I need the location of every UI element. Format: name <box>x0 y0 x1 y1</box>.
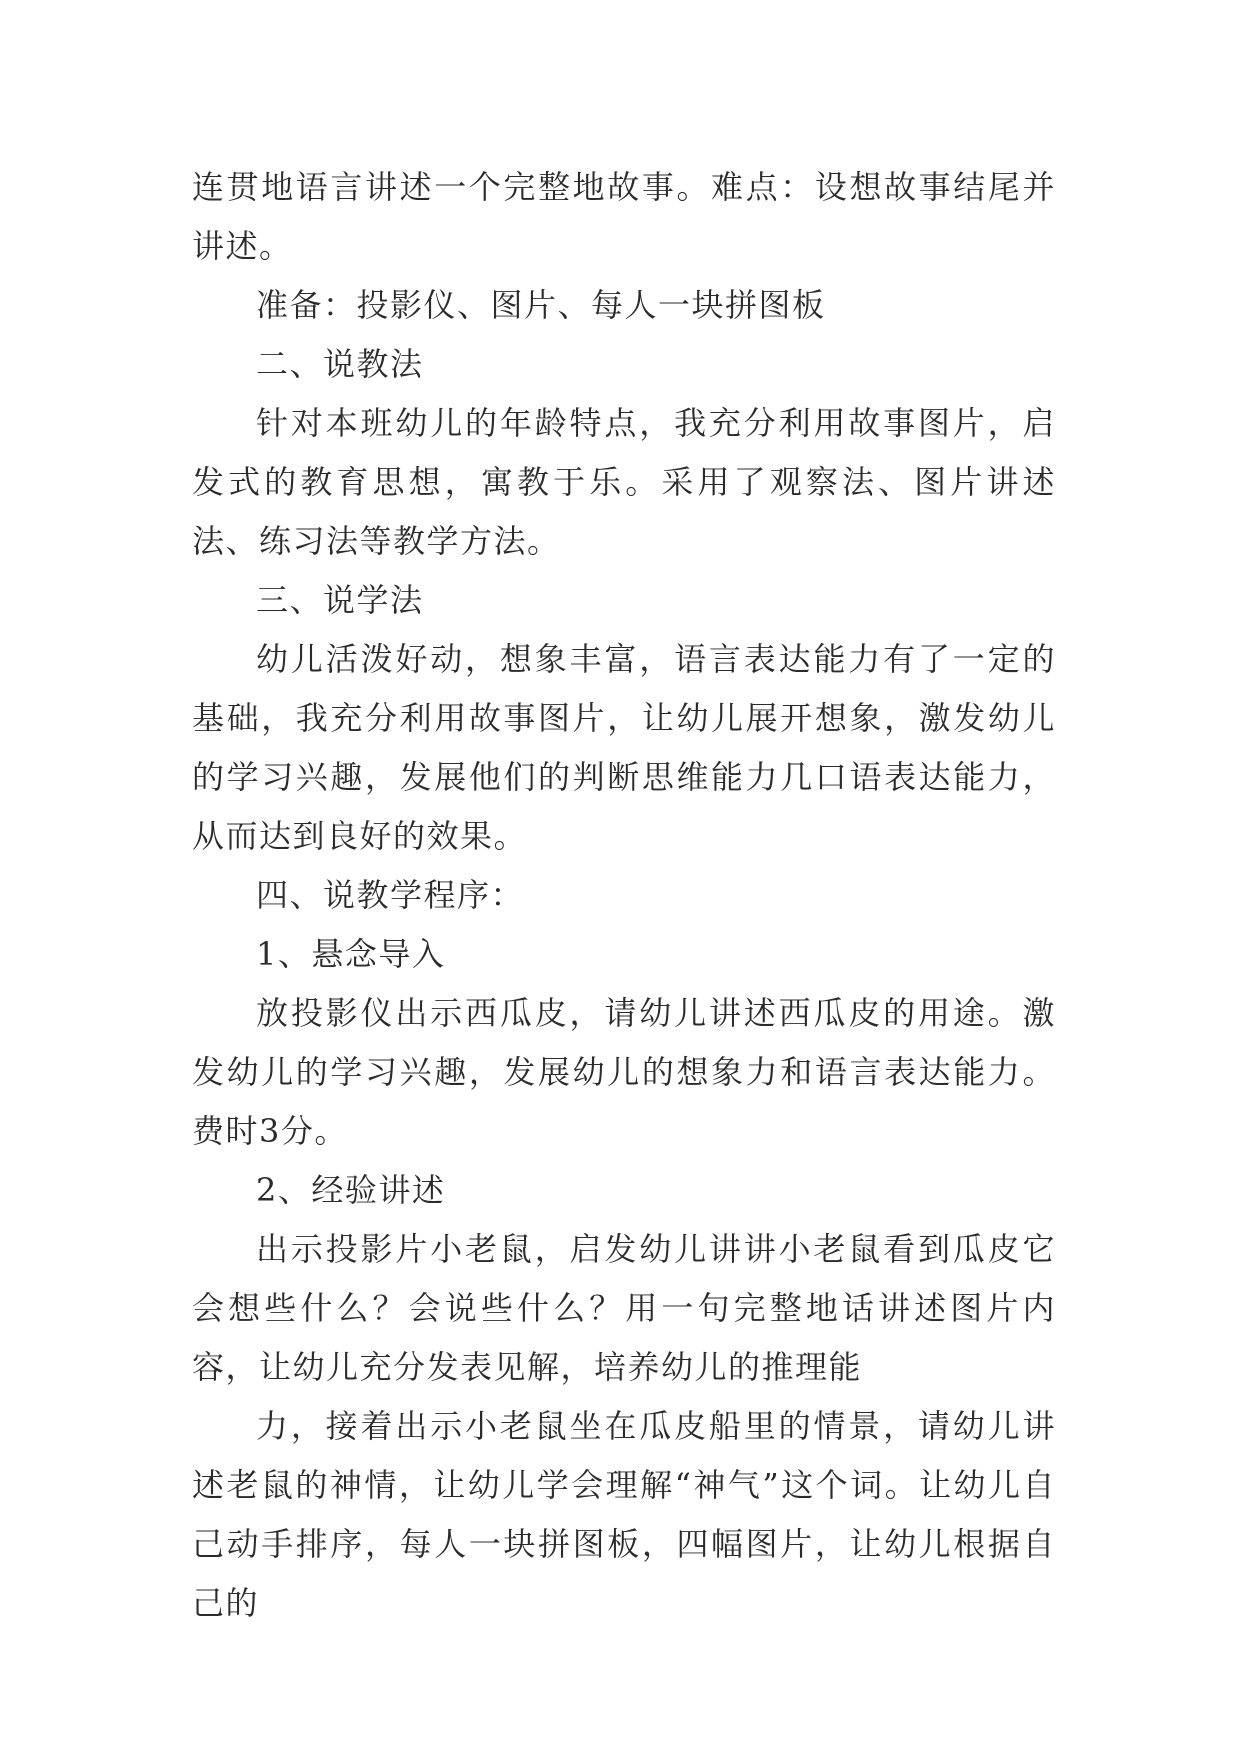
paragraph-2: 准备：投影仪、图片、每人一块拼图板 <box>256 286 826 324</box>
paragraph-6: 幼儿活泼好动，想象丰富，语言表达能力有了一定的基础，我充分利用故事图片，让幼儿展开想象，激发幼儿的学习兴趣，发展他们的判断思维能力几口语表达能力，从而达到良好的效果。 <box>192 640 1056 855</box>
section-heading-teaching-procedure: 四、说教学程序： <box>256 876 525 914</box>
subheading-suspense-intro: 1、悬念导入 <box>256 935 446 973</box>
document-body <box>192 158 1056 1633</box>
paragraph-9: 放投影仪出示西瓜皮，请幼儿讲述西瓜皮的用途。激发幼儿的学习兴趣，发展幼儿的想象力和语言表达能力。费时3分。 <box>192 994 1056 1150</box>
section-heading-learning-method: 三、说学法 <box>256 581 424 619</box>
paragraph-11: 出示投影片小老鼠，启发幼儿讲讲小老鼠看到瓜皮它会想些什么？会说些什么？用一句完整地话讲述图片内容，让幼儿充分发表见解，培养幼儿的推理能 <box>192 1230 1056 1386</box>
paragraph-4: 针对本班幼儿的年龄特点，我充分利用故事图片，启发式的教育思想，寓教于乐。采用了观察法、图片讲述法、练习法等教学方法。 <box>192 404 1056 560</box>
paragraph-12: 力，接着出示小老鼠坐在瓜皮船里的情景，请幼儿讲述老鼠的神情，让幼儿学会理解“神气”这个词。让幼儿自己动手排序，每人一块拼图板，四幅图片，让幼儿根据自己的 <box>192 1407 1056 1622</box>
paragraph-1: 连贯地语言讲述一个完整地故事。难点：设想故事结尾并讲述。 <box>192 168 1056 265</box>
subheading-experience-narration: 2、经验讲述 <box>256 1171 446 1209</box>
section-heading-teaching-method: 二、说教法 <box>256 345 424 383</box>
